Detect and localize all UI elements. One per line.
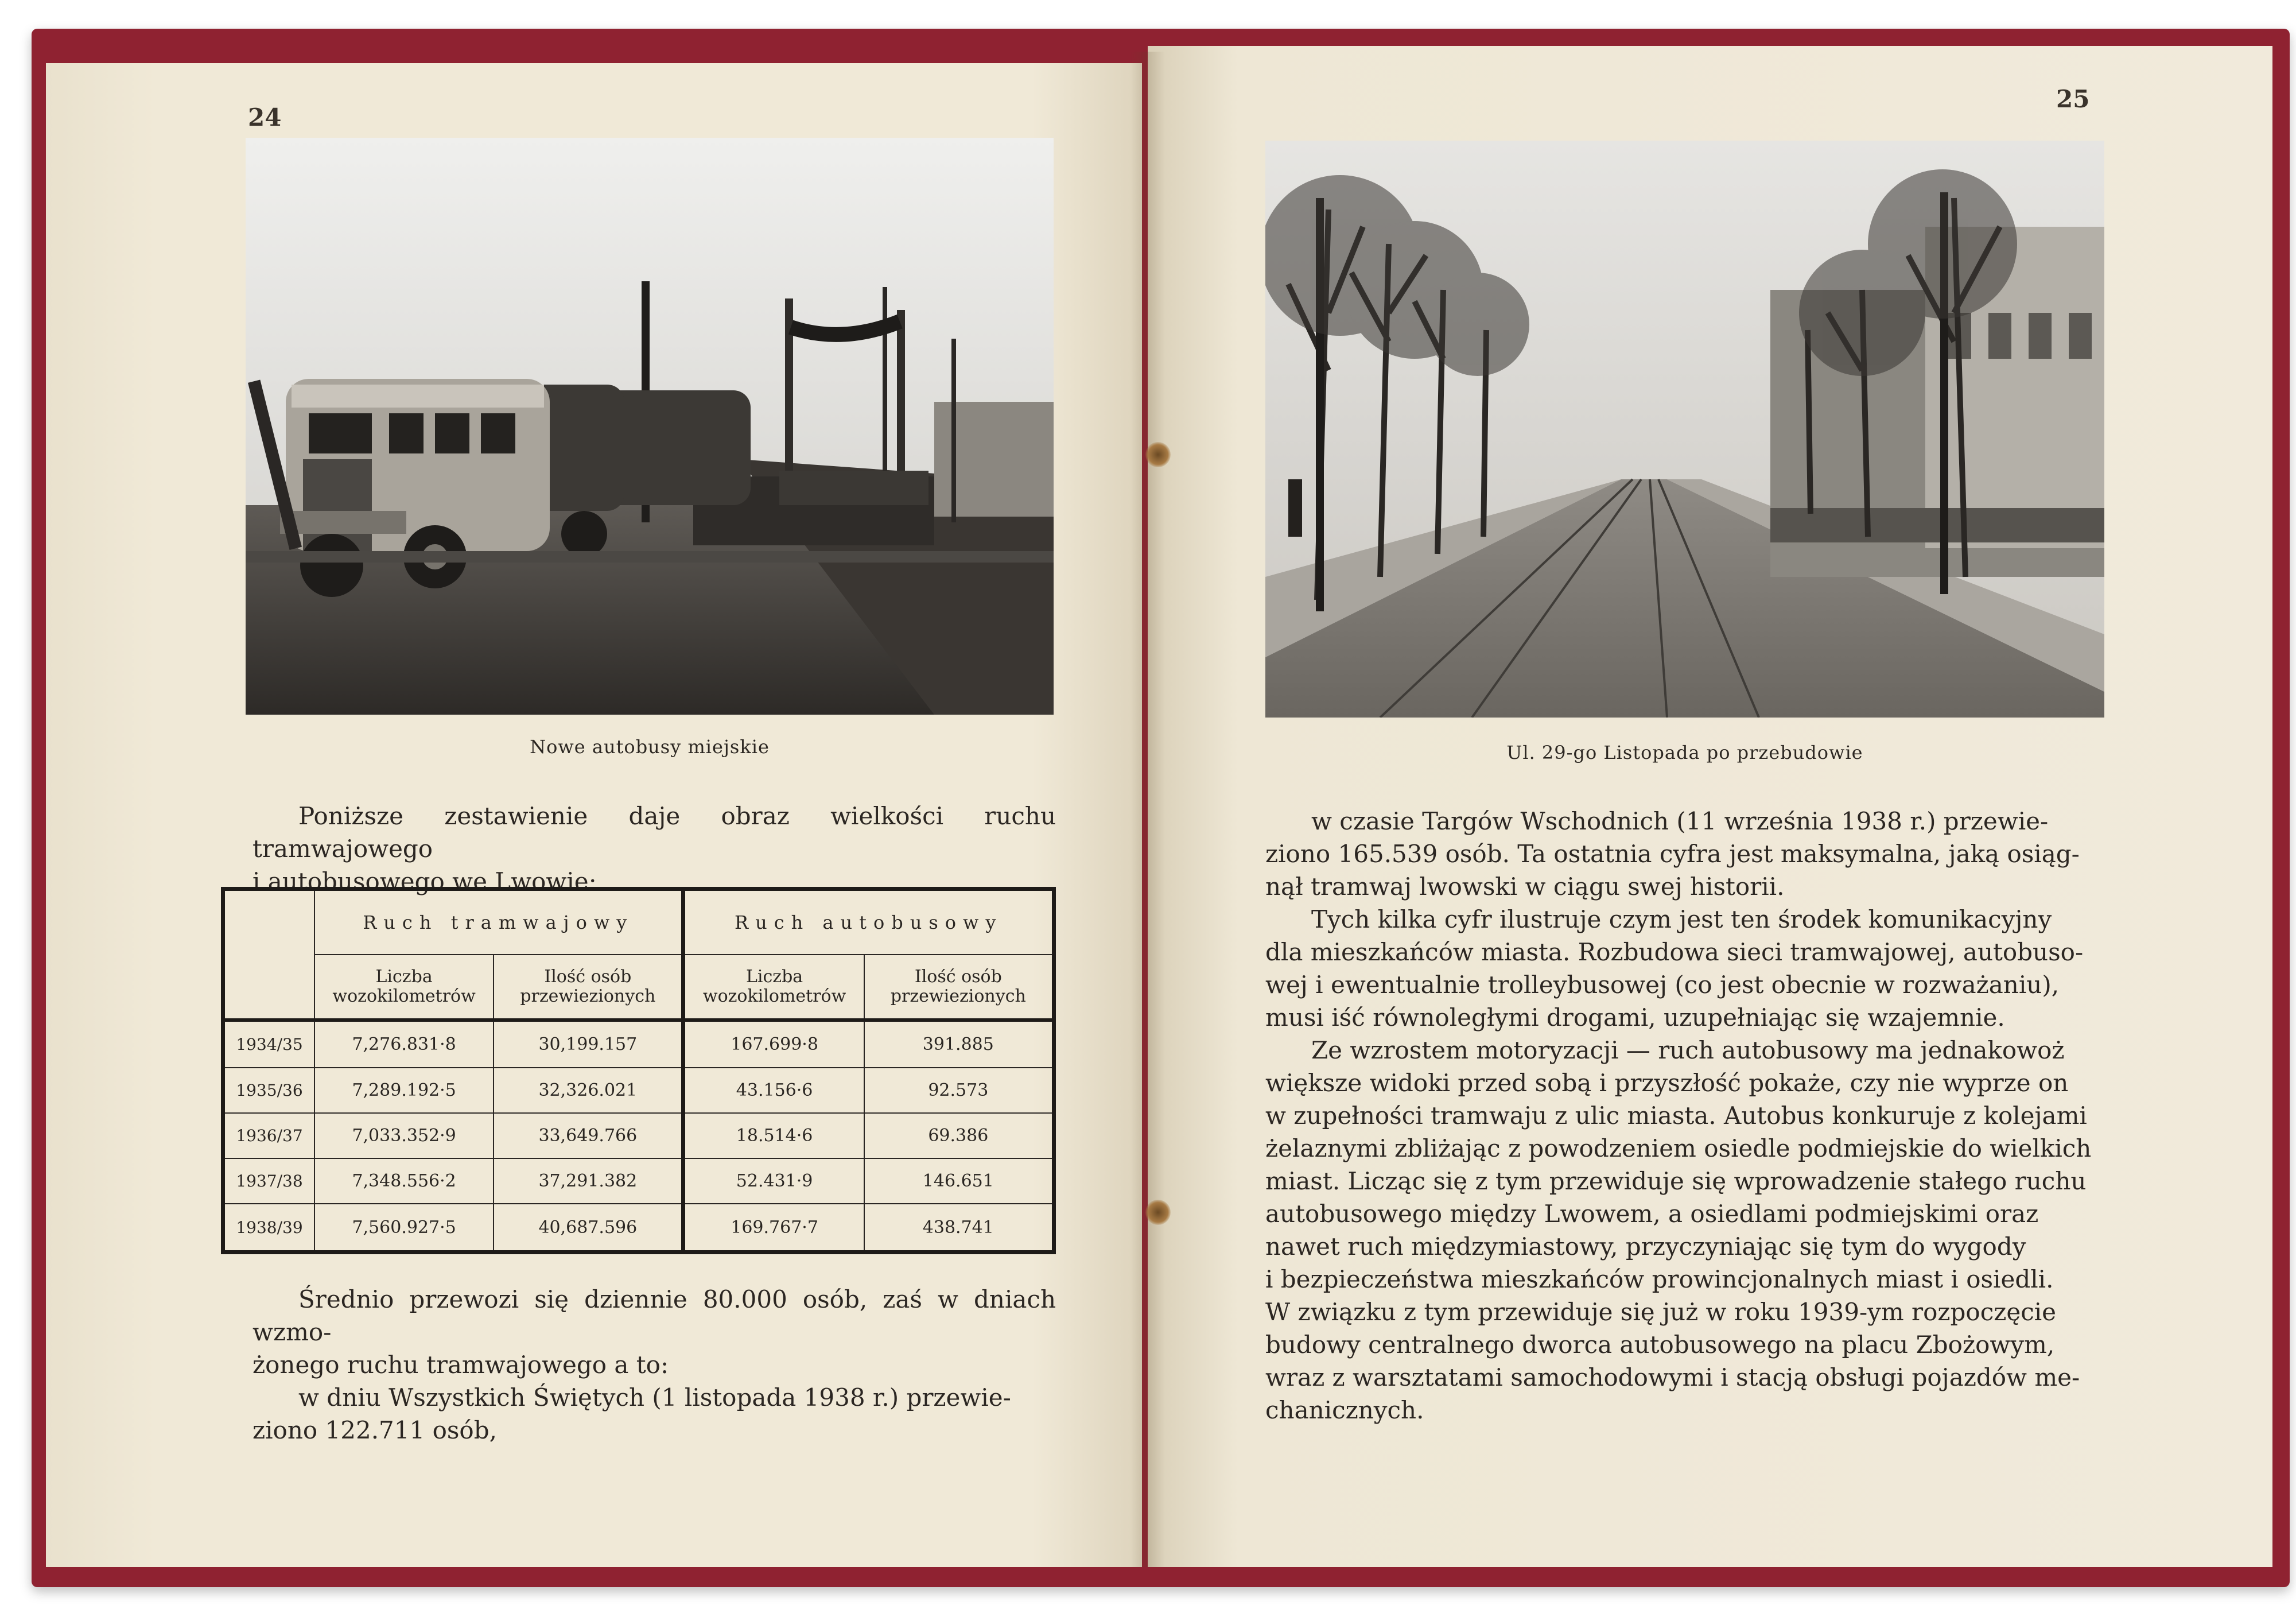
binding-stitch-hole bbox=[1145, 1200, 1171, 1225]
col-header-tram-km: Liczba wozokilometrów bbox=[314, 955, 494, 1020]
left-intro-paragraph bbox=[252, 800, 1056, 898]
right-line-10: w zupełności tramwaju z ulic miasta. Autobus konkuruje z kolejami bbox=[1265, 1102, 2087, 1130]
group-header-tram: Ruch tramwajowy bbox=[314, 889, 683, 955]
right-line-14: nawet ruch międzymiastowy, przyczyniając się tym do wygody bbox=[1265, 1232, 2026, 1261]
left-intro-line-2: i autobusowego we Lwowie: bbox=[252, 867, 597, 895]
traffic-statistics-table bbox=[221, 887, 1056, 1254]
book-gutter bbox=[1130, 52, 1165, 1567]
cell-bus-km: 52.431·9 bbox=[683, 1158, 864, 1204]
cell-tram-km: 7,033.352·9 bbox=[314, 1113, 494, 1158]
left-closing-line-2: żonego ruchu tramwajowego a to: bbox=[252, 1351, 669, 1379]
page-number-right: 25 bbox=[2056, 85, 2090, 113]
right-line-19: chanicznych. bbox=[1265, 1396, 1424, 1424]
right-line-5: dla mieszkańców miasta. Rozbudowa sieci tramwajowej, autobuso- bbox=[1265, 938, 2084, 966]
left-closing-line-1: Średnio przewozi się dziennie 80.000 osób, zaś w dniach wzmo- bbox=[252, 1285, 1056, 1346]
right-line-7: musi iść równoległymi drogami, uzupełniając się wzajemnie. bbox=[1265, 1003, 2005, 1032]
right-line-8: Ze wzrostem motoryzacji — ruch autobusowy ma jednakowoż bbox=[1311, 1036, 2065, 1064]
right-line-11: żelaznymi zbliżając z powodzeniem osiedle podmiejskie do wielkich bbox=[1265, 1134, 2092, 1162]
right-line-13: autobusowego między Lwowem, a osiedlami podmiejskimi oraz bbox=[1265, 1200, 2039, 1228]
right-line-3: nął tramwaj lwowski w ciągu swej historii. bbox=[1265, 873, 1785, 901]
col-header-bus-persons: Ilość osób przewiezionych bbox=[864, 955, 1054, 1020]
cell-bus-persons: 92.573 bbox=[864, 1068, 1054, 1113]
table-row bbox=[223, 1020, 1054, 1068]
col-header-bus-km: Liczba wozokilometrów bbox=[683, 955, 864, 1020]
table-row bbox=[223, 1204, 1054, 1252]
row-year: 1937/38 bbox=[223, 1158, 315, 1204]
cell-tram-km: 7,348.556·2 bbox=[314, 1158, 494, 1204]
cell-tram-km: 7,289.192·5 bbox=[314, 1068, 494, 1113]
row-year: 1938/39 bbox=[223, 1204, 315, 1252]
bus-photo-illustration bbox=[246, 138, 1054, 715]
right-line-15: i bezpieczeństwa mieszkańców prowincjonalnych miast i osiedli. bbox=[1265, 1265, 2054, 1293]
right-body-text bbox=[1265, 805, 2129, 1426]
cell-bus-km: 167.699·8 bbox=[683, 1020, 864, 1068]
table-row bbox=[223, 1158, 1054, 1204]
table-row bbox=[223, 1068, 1054, 1113]
cell-tram-persons: 30,199.157 bbox=[494, 1020, 683, 1068]
col-header-tram-persons: Ilość osób przewiezionych bbox=[494, 955, 683, 1020]
cell-tram-km: 7,276.831·8 bbox=[314, 1020, 494, 1068]
right-line-9: większe widoki przed sobą i przyszłość pokaże, czy nie wyprze on bbox=[1265, 1069, 2069, 1097]
right-line-1: w czasie Targów Wschodnich (11 września 1938 r.) przewie- bbox=[1311, 807, 2049, 835]
right-line-12: miast. Licząc się z tym przewiduje się wprowadzenie stałego ruchu bbox=[1265, 1167, 2087, 1195]
table-corner-cell bbox=[223, 889, 315, 1021]
row-year: 1934/35 bbox=[223, 1020, 315, 1068]
cell-bus-km: 18.514·6 bbox=[683, 1113, 864, 1158]
right-line-18: wraz z warsztatami samochodowymi i stacją obsługi pojazdów me- bbox=[1265, 1363, 2080, 1391]
street-photo bbox=[1265, 141, 2104, 718]
cell-tram-km: 7,560.927·5 bbox=[314, 1204, 494, 1252]
cell-bus-persons: 391.885 bbox=[864, 1020, 1054, 1068]
right-line-16: W związku z tym przewiduje się już w roku 1939-ym rozpoczęcie bbox=[1265, 1298, 2057, 1326]
street-photo-illustration bbox=[1265, 141, 2104, 718]
left-intro-line-1: Poniższe zestawienie daje obraz wielkości ruchu tramwajowego bbox=[252, 802, 1056, 863]
bus-photo bbox=[246, 138, 1054, 715]
cell-bus-persons: 69.386 bbox=[864, 1113, 1054, 1158]
right-line-4: Tych kilka cyfr ilustruje czym jest ten środek komunikacyjny bbox=[1311, 905, 2052, 933]
street-photo-caption: Ul. 29-go Listopada po przebudowie bbox=[1506, 742, 1863, 763]
bus-photo-caption: Nowe autobusy miejskie bbox=[530, 736, 770, 758]
page-number-left: 24 bbox=[248, 103, 282, 131]
left-closing-line-3: w dniu Wszystkich Świętych (1 listopada 1938 r.) przewie- bbox=[298, 1383, 1011, 1412]
cell-tram-persons: 33,649.766 bbox=[494, 1113, 683, 1158]
left-closing-line-4: ziono 122.711 osób, bbox=[252, 1416, 497, 1444]
cell-bus-km: 169.767·7 bbox=[683, 1204, 864, 1252]
cell-tram-persons: 32,326.021 bbox=[494, 1068, 683, 1113]
row-year: 1935/36 bbox=[223, 1068, 315, 1113]
right-line-17: budowy centralnego dworca autobusowego na placu Zbożowym, bbox=[1265, 1331, 2055, 1359]
table-row bbox=[223, 1113, 1054, 1158]
cell-tram-persons: 40,687.596 bbox=[494, 1204, 683, 1252]
cell-bus-persons: 438.741 bbox=[864, 1204, 1054, 1252]
cell-tram-persons: 37,291.382 bbox=[494, 1158, 683, 1204]
binding-stitch-hole bbox=[1145, 442, 1171, 467]
group-header-bus: Ruch autobusowy bbox=[683, 889, 1054, 955]
row-year: 1936/37 bbox=[223, 1113, 315, 1158]
left-closing-paragraph bbox=[252, 1283, 1056, 1447]
cell-bus-km: 43.156·6 bbox=[683, 1068, 864, 1113]
right-line-6: wej i ewentualnie trolleybusowej (co jest obecnie w rozważaniu), bbox=[1265, 971, 2060, 999]
cell-bus-persons: 146.651 bbox=[864, 1158, 1054, 1204]
right-line-2: ziono 165.539 osób. Ta ostatnia cyfra jest maksymalna, jaką osiąg- bbox=[1265, 840, 2080, 868]
